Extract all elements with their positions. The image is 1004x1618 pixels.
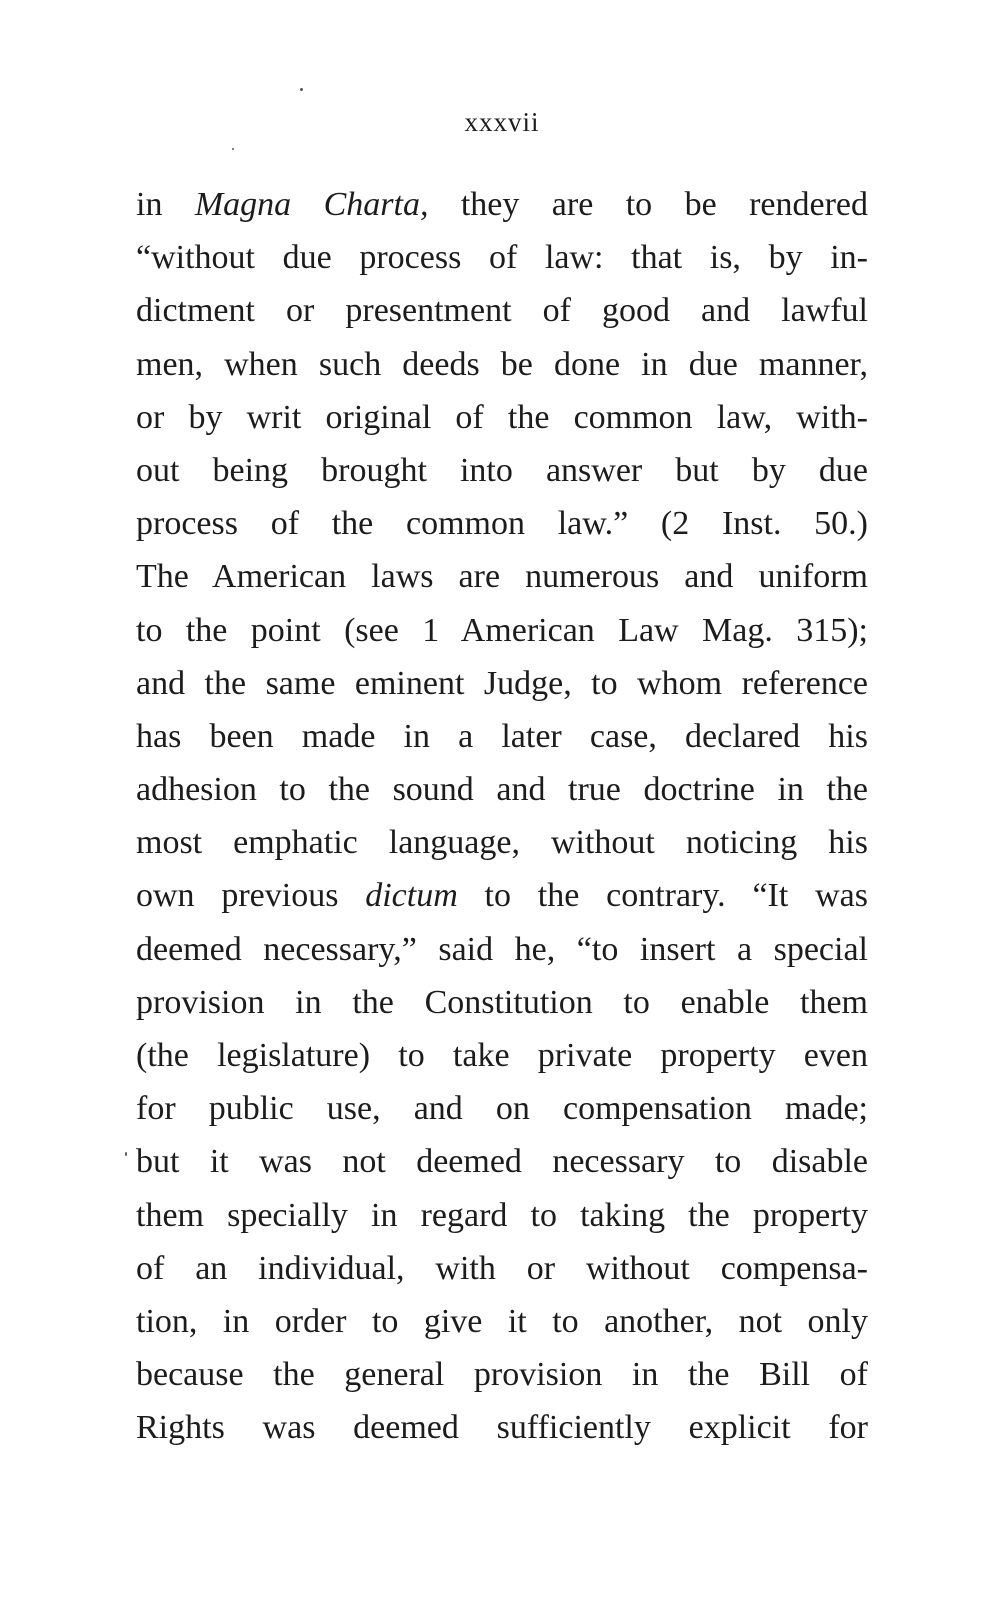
text-line: [136, 1242, 868, 1295]
text-line: [136, 391, 868, 444]
text-line: [136, 869, 868, 922]
text-segment: them specially in regard to taking the property: [136, 1196, 868, 1234]
text-segment: out being brought into answer but by due: [136, 451, 868, 489]
text-line: [136, 231, 868, 284]
text-line: [136, 284, 868, 337]
text-segment: The American laws are numerous and uniform: [136, 558, 868, 596]
ink-speck: [300, 88, 303, 91]
text-line: [136, 338, 868, 391]
text-line: [136, 178, 868, 231]
text-line: [136, 710, 868, 763]
text-segment: to the point (see 1 American Law Mag. 315);: [136, 611, 868, 649]
text-segment: but it was not deemed necessary to disable: [136, 1143, 868, 1181]
text-line: [136, 1082, 868, 1135]
text-segment: or by writ original of the common law, with-: [136, 398, 868, 436]
text-segment: dictment or presentment of good and lawful: [136, 292, 868, 330]
text-line: [136, 763, 868, 816]
text-segment: to the contrary. “It was: [457, 877, 868, 915]
text-segment: they are to be rendered: [428, 186, 868, 223]
text-line: [136, 604, 868, 657]
body-text: [136, 178, 868, 1455]
text-line: [136, 1135, 868, 1188]
text-segment: deemed necessary,” said he, “to insert a special: [136, 930, 868, 968]
text-segment: provision in the Constitution to enable them: [136, 983, 868, 1021]
text-line: [136, 923, 868, 976]
text-segment: Rights was deemed sufficiently explicit for: [136, 1409, 868, 1447]
text-line: [136, 657, 868, 710]
text-line: [136, 976, 868, 1029]
text-line: [136, 550, 868, 603]
text-segment: because the general provision in the Bill of: [136, 1356, 868, 1394]
text-line: [136, 1029, 868, 1082]
text-segment: own previous: [136, 877, 366, 915]
text-line: [136, 1295, 868, 1348]
text-segment: in: [136, 186, 195, 223]
page-number: xxxvii: [464, 107, 540, 137]
text-segment: process of the common law.” (2 Inst. 50.): [136, 505, 868, 543]
text-segment: for public use, and on compensation made;: [136, 1090, 868, 1128]
italic-text: Magna Charta,: [194, 186, 429, 223]
text-segment: “without due process of law: that is, by in-: [136, 239, 868, 277]
text-segment: tion, in order to give it to another, not only: [136, 1302, 868, 1340]
text-segment: men, when such deeds be done in due manner,: [136, 345, 868, 383]
ink-speck: [125, 1152, 127, 1156]
italic-text: dictum: [365, 877, 458, 915]
text-line: [136, 497, 868, 550]
ink-speck: [232, 148, 234, 150]
text-segment: (the legislature) to take private property even: [136, 1037, 868, 1074]
text-line: [136, 1348, 868, 1401]
text-segment: adhesion to the sound and true doctrine in the: [136, 771, 868, 809]
text-segment: of an individual, with or without compensa-: [136, 1249, 868, 1287]
text-segment: has been made in a later case, declared his: [136, 717, 868, 755]
text-segment: most emphatic language, without noticing his: [136, 824, 868, 862]
text-line: [136, 816, 868, 869]
text-line: [136, 1401, 868, 1454]
text-line: [136, 1189, 868, 1242]
text-line: [136, 444, 868, 497]
text-segment: and the same eminent Judge, to whom reference: [136, 664, 868, 702]
